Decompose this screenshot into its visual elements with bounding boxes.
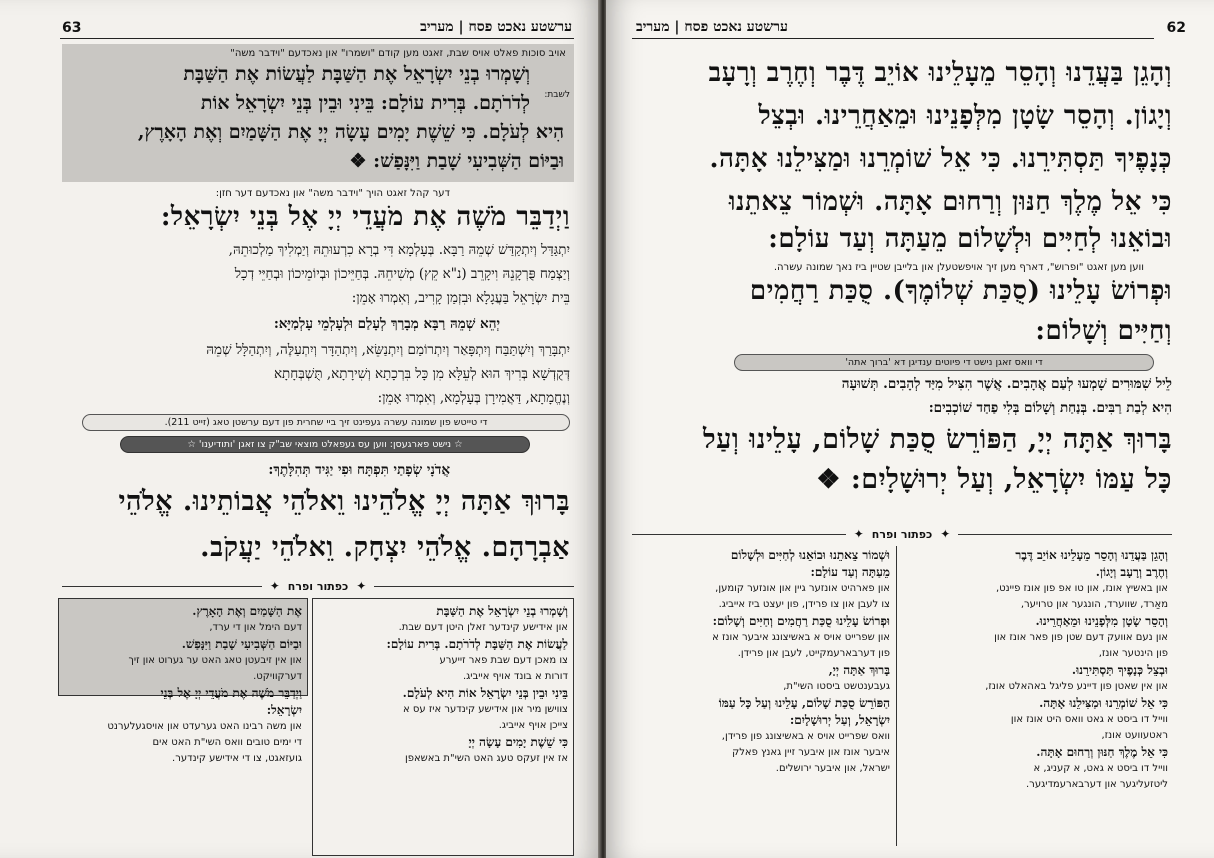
page-number bbox=[1167, 10, 1186, 36]
commentary-translation: ישראל, און איבער ירושלים. bbox=[775, 763, 890, 774]
commentary-lemma: הַפּוֹרֵשׂ סֻכַּת שָׁלוֹם, עָלֵינוּ וְעַל כָּל עַמּוֹ bbox=[718, 696, 890, 710]
ufros-line: וּפְרוֹשׂ עָלֵינוּ (סֻכַּת שְׁלוֹמֶךָ). סֻכַּת רַחֲמִים bbox=[749, 276, 1172, 306]
ornament-icon: ✦ bbox=[940, 527, 951, 541]
commentary-translation: און אין זיבעטן טאג האט ער גערוט און זיך bbox=[128, 655, 302, 666]
commentary-translation: איבער אונז און איבער זיין גאנץ פאלק bbox=[732, 747, 890, 758]
commentary-lemma: יִשְׂרָאֵל, וְעַל יְרוּשָׁלָיִם: bbox=[789, 713, 890, 727]
commentary-translation: צו מאכן דעם שבת פאר זייערע bbox=[439, 655, 568, 666]
commentary-column-right bbox=[900, 544, 1172, 850]
kaddish-line: וְנֶחֱמָתָא, דַּאֲמִירָן בְּעָלְמָא, וְאִמְרוּ אָמֵן: bbox=[377, 390, 570, 406]
hashkiveinu-line: וְהָגֵן בַּעֲדֵנוּ וְהָסֵר מֵעָלֵינוּ אוֹיֵב דֶּבֶר וְחֶרֶב וְרָעָב bbox=[708, 58, 1172, 88]
commentary-translation: און שפרייט אויס א באשיצונג איבער אונז א bbox=[712, 632, 890, 643]
banner-label: כפתור ופרח bbox=[287, 579, 349, 593]
commentary-lemma: בָּרוּךְ אַתָּה יְיָ, bbox=[828, 663, 890, 677]
kaddish-line: בֵּית יִשְׂרָאֵל בַּעֲגָלָא וּבִזְמַן קָרִיב, וְאִמְרוּ אָמֵן: bbox=[351, 290, 570, 306]
commentary-translation: און באשיץ אונז, און טו אפ פון אונז פיינט, bbox=[995, 583, 1168, 594]
banner-label: כפתור ופרח bbox=[871, 527, 933, 541]
nisht-fargesn-note: ☆ נישט פארגעסן: ווען עס געפאלט מוצאי שב"ק צו זאגן 'ותודיענו' ☆ bbox=[120, 436, 530, 453]
commentary-lemma: אֶת הַשָּׁמַיִם וְאֶת הָאָרֶץ. bbox=[192, 604, 302, 618]
shabbat-side-label: לשבת: bbox=[544, 90, 570, 100]
running-title bbox=[420, 10, 572, 36]
commentary-lemma: וּשְׁמוֹר צֵאתֵנוּ וּבוֹאֵנוּ לְחַיִּים וּלְשָׁלוֹם bbox=[730, 548, 890, 562]
commentary-translation: צווישן מיר און אידישע קינדער איז עס א bbox=[403, 704, 568, 715]
commentary-translation: דערקוויקט. bbox=[253, 671, 302, 682]
banner-rule bbox=[62, 586, 262, 587]
baruch-line: כָּל עַמּוֹ יִשְׂרָאֵל, וְעַל יְרוּשָׁלָיִם: ❖ bbox=[816, 464, 1172, 495]
commentary-column-right bbox=[314, 600, 572, 854]
kaddish-line: וְיַצְמַח פֻּרְקָנֵהּ וִיקָרֵב (נ"א קֵץ) מְשִׁיחֵהּ. בְּחַיֵּיכוֹן וּבְיוֹמֵיכוֹן וּבְחַיֵּי דְכָל bbox=[234, 266, 570, 282]
commentary-translation: צו לעבן און צו פרידן, פון יעצט ביז אייביג. bbox=[718, 599, 890, 610]
piyut-line: הִיא לְבַת רַבִּים. בְּנַחַת וְשָׁלוֹם בְּלִי פַחַד שׁוֹכְבִים: bbox=[928, 400, 1172, 416]
vayedaber-line: וַיְדַבֵּר מֹשֶׁה אֶת מֹעֲדֵי יְיָ אֶל בְּנֵי יִשְׂרָאֵל: bbox=[160, 202, 570, 232]
baruch-line: בָּרוּךְ אַתָּה יְיָ אֱלֹהֵינוּ וֵאלֹהֵי אֲבוֹתֵינוּ. אֱלֹהֵי bbox=[118, 486, 570, 517]
kaddish-line: יִתְבָּרַךְ וְיִשְׁתַּבַּח וְיִתְפָּאַר וְיִתְרוֹמַם וְיִתְנַשֵּׂא, וְיִתְהַדָּר וְיִתְעַלֶּה, וְיִתְהַלָּל שְׁמֵהּ bbox=[206, 342, 570, 358]
commentary-translation: ווייל דו ביסט א גאט, א קעניג, א bbox=[1033, 763, 1168, 774]
kaddish-line: דְּקֻדְשָׁא בְּרִיךְ הוּא לְעֵלָּא מִן כָּל בִּרְכָתָא וְשִׁירָתָא, תֻּשְׁבְּחָתָא bbox=[273, 366, 570, 382]
commentary-translation: און משה רבינו האט גערעדט און אויסגעלערנט bbox=[107, 721, 302, 732]
vshamru-line: לְדֹרֹתָם. בְּרִית עוֹלָם: בֵּינִי וּבֵין בְּנֵי יִשְׂרָאֵל אוֹת bbox=[200, 92, 530, 114]
commentary-banner bbox=[62, 578, 574, 594]
commentary-translation: ליטזעליגער און דערבארעמדיגער. bbox=[1026, 779, 1168, 790]
commentary-translation: פון דערבארעמקייט, לעבן און פרידן. bbox=[737, 648, 890, 659]
piyut-note: די וואס זאגן נישט די פיוטים ענדיגן דא 'ברוך אתה' bbox=[734, 354, 1154, 371]
commentary-translation: פון הינטער אונז, bbox=[1098, 648, 1168, 659]
ornament-icon: ✦ bbox=[356, 579, 367, 593]
vshamru-line: וְשָׁמְרוּ בְנֵי יִשְׂרָאֵל אֶת הַשַּׁבָּת לַעֲשׂוֹת אֶת הַשַּׁבָּת bbox=[183, 63, 530, 85]
commentary-translation: דורות א בונד אויף אייביג. bbox=[462, 671, 568, 682]
commentary-lemma: כִּי אֵל מֶלֶךְ חַנּוּן וְרַחוּם אָתָּה. bbox=[1036, 745, 1168, 759]
commentary-lemma: כִּי אֵל שׁוֹמְרֵנוּ וּמַצִּילֵנוּ אָתָּה. bbox=[1039, 696, 1168, 710]
commentary-translation: און פארהיט אונזער גיין און אונזער קומען, bbox=[715, 583, 890, 594]
running-title-text: ערשטע נאכט פסח | מעריב bbox=[636, 19, 788, 35]
commentary-translation: געבענטשט ביסטו השי"ת, bbox=[783, 681, 890, 692]
commentary-lemma: כִּי שֵׁשֶׁת יָמִים עָשָׂה יְיָ bbox=[468, 735, 568, 749]
hashkiveinu-line: כְּנָפֶיךָ תַּסְתִּירֵנוּ. כִּי אֵל שׁוֹמְרֵנוּ וּמַצִּילֵנוּ אָתָּה. bbox=[709, 144, 1172, 174]
page-number-text: 62 bbox=[1166, 20, 1186, 36]
bowing-note: ווען מען זאגט "ופרוש", דארף מען זיך אויפשטעלן און בלייבן שטיין ביז נאך שמונה עשרה. bbox=[773, 262, 1144, 273]
commentary-lemma: יִשְׂרָאֵל: bbox=[266, 703, 302, 717]
commentary-translation: ווייל דו ביסט א גאט וואס היט אונז און bbox=[1010, 714, 1168, 725]
commentary-translation: גועזאגט, צו די אידישע קינדער. bbox=[172, 753, 302, 764]
commentary-translation: ראטעוועט אונז, bbox=[1101, 730, 1168, 741]
commentary-translation: און אין שאטן פון דיינע פליגל באהאלט אונז, bbox=[985, 681, 1168, 692]
commentary-translation: דעם הימל און די ערד, bbox=[209, 622, 302, 633]
baruch-line: בָּרוּךְ אַתָּה יְיָ, הַפּוֹרֵשׂ סֻכַּת שָׁלוֹם, עָלֵינוּ וְעַל bbox=[702, 424, 1172, 455]
commentary-column-divider bbox=[896, 546, 897, 846]
kaddish-line: יִתְגַּדַּל וְיִתְקַדַּשׁ שְׁמֵהּ רַבָּא. בְּעָלְמָא דִּי בְרָא כִרְעוּתֵהּ וְיַמְלִיךְ מַלְכוּתֵהּ, bbox=[228, 242, 570, 258]
commentary-lemma: וְשָׁמְרוּ בְנֵי יִשְׂרָאֵל אֶת הַשַּׁבָּת bbox=[436, 604, 568, 618]
commentary-translation: מאַרד, שווערד, הונגער און טרויער, bbox=[1020, 599, 1168, 610]
commentary-lemma: וְחֶרֶב וְרָעָב וְיָגוֹן. bbox=[1095, 565, 1168, 579]
hashkiveinu-line: כִּי אֵל מֶלֶךְ חַנּוּן וְרַחוּם אָתָּה. וּשְׁמוֹר צֵאתֵנוּ bbox=[728, 187, 1172, 217]
baruch-line: אַבְרָהָם. אֱלֹהֵי יִצְחָק. וֵאלֹהֵי יַעֲקֹב. bbox=[200, 532, 570, 563]
commentary-translation: די ימים טובים וואס השי"ת האט אים bbox=[152, 737, 302, 748]
ornament-icon: ✦ bbox=[853, 527, 864, 541]
hashkiveinu-line: וְיָגוֹן. וְהָסֵר שָׂטָן מִלְּפָנֵינוּ וּמֵאַחֲרֵינוּ. וּבְצֵל bbox=[758, 101, 1172, 131]
vshamru-line: וּבַיּוֹם הַשְּׁבִיעִי שָׁבַת וַיִּנָּפַשׁ: ❖ bbox=[349, 150, 564, 172]
vshamru-instruction: אויב סוכות פאלט אויס שבת, זאגט מען קודם "ושמרו" און נאכדעם "וידבר משה" bbox=[230, 48, 566, 59]
commentary-lemma: בֵּינִי וּבֵין בְּנֵי יִשְׂרָאֵל אוֹת הִיא לְעֹלָם. bbox=[402, 686, 568, 700]
adonai-sefatai: אֲדֹנָי שְׂפָתַי תִּפְתָּח וּפִי יַגִּיד תְּהִלָּתֶךָ: bbox=[268, 462, 450, 478]
banner-rule bbox=[958, 534, 1172, 535]
hashkiveinu-line: וּבוֹאֵנוּ לְחַיִּים וּלְשָׁלוֹם מֵעַתָּה וְעַד עוֹלָם: bbox=[768, 224, 1172, 254]
page-63 bbox=[0, 0, 600, 858]
commentary-lemma: מֵעַתָּה וְעַד עוֹלָם: bbox=[810, 565, 890, 579]
banner-rule bbox=[374, 586, 574, 587]
commentary-translation: און אידישע קינדער זאלן היטן דעם שבת. bbox=[398, 622, 568, 633]
header-rule bbox=[60, 38, 574, 39]
banner-rule bbox=[632, 534, 846, 535]
page-number-text: 63 bbox=[62, 20, 82, 36]
running-title bbox=[636, 10, 788, 36]
kaddish-line: יְהֵא שְׁמֵהּ רַבָּא מְבָרַךְ לְעָלַם וּלְעָלְמֵי עָלְמַיָּא: bbox=[273, 316, 500, 332]
header-rule bbox=[632, 38, 1154, 39]
shemoneh-esrei-note: די טייטש פון שמונה עשרה געפינט זיך ביי שחרית פון דעם ערשטן טאג (זייט 211). bbox=[82, 414, 570, 431]
commentary-translation: אז אין זעקס טעג האט השי"ת באשאפן bbox=[405, 753, 568, 764]
commentary-column-left bbox=[60, 600, 306, 854]
ornament-icon: ✦ bbox=[269, 579, 280, 593]
commentary-lemma: וַיְדַבֵּר מֹשֶׁה אֶת מֹעֲדֵי יְיָ אֶל בְּנֵי bbox=[160, 686, 302, 700]
vshamru-line: הִיא לְעֹלָם. כִּי שֵׁשֶׁת יָמִים עָשָׂה יְיָ אֶת הַשָּׁמַיִם וְאֶת הָאָרֶץ, bbox=[137, 121, 564, 143]
vayedaber-instruction: דער קהל זאגט הויך "וידבר משה" און נאכדעם דער חזן: bbox=[215, 188, 450, 199]
commentary-lemma: וְהָגֵן בַּעֲדֵנוּ וְהָסֵר מֵעָלֵינוּ אוֹיֵב דֶּבֶר bbox=[1015, 548, 1168, 562]
commentary-translation: און נעם אוועק דעם שטן פון פאר אונז און bbox=[994, 632, 1168, 643]
commentary-lemma: וְהָסֵר שָׂטָן מִלְּפָנֵינוּ וּמֵאַחֲרֵינוּ. bbox=[1035, 614, 1168, 628]
commentary-translation: צייכן אויף אייביג. bbox=[498, 720, 568, 731]
commentary-lemma: וּבַיּוֹם הַשְּׁבִיעִי שָׁבַת וַיִּנָּפַשׁ. bbox=[181, 637, 302, 651]
commentary-translation: וואס שפרייט אויס א באשיצונג פון פרידן, bbox=[721, 731, 890, 742]
ufros-line: וְחַיִּים וְשָׁלוֹם: bbox=[1035, 316, 1172, 346]
commentary-lemma: וּבְצֵל כְּנָפֶיךָ תַּסְתִּירֵנוּ. bbox=[1071, 663, 1168, 677]
running-title-text: ערשטע נאכט פסח | מעריב bbox=[420, 19, 572, 35]
commentary-column-left bbox=[628, 544, 894, 850]
page-62 bbox=[606, 0, 1214, 858]
page-number bbox=[62, 10, 81, 36]
piyut-line: לֵיל שִׁמּוּרִים שָׁמְעוּ לְעַם אֲהָבִים. אֲשֶׁר הִצִּיל מִיַּד לְהָבִים. תְּשׁוּעָה bbox=[841, 376, 1172, 392]
commentary-lemma: וּפְרוֹשׂ עָלֵינוּ סֻכַּת רַחֲמִים וְחַיִּים וְשָׁלוֹם: bbox=[712, 614, 890, 628]
commentary-banner bbox=[632, 526, 1172, 542]
commentary-lemma: לַעֲשׂוֹת אֶת הַשַּׁבָּת לְדֹרֹתָם. בְּרִית עוֹלָם: bbox=[386, 637, 568, 651]
